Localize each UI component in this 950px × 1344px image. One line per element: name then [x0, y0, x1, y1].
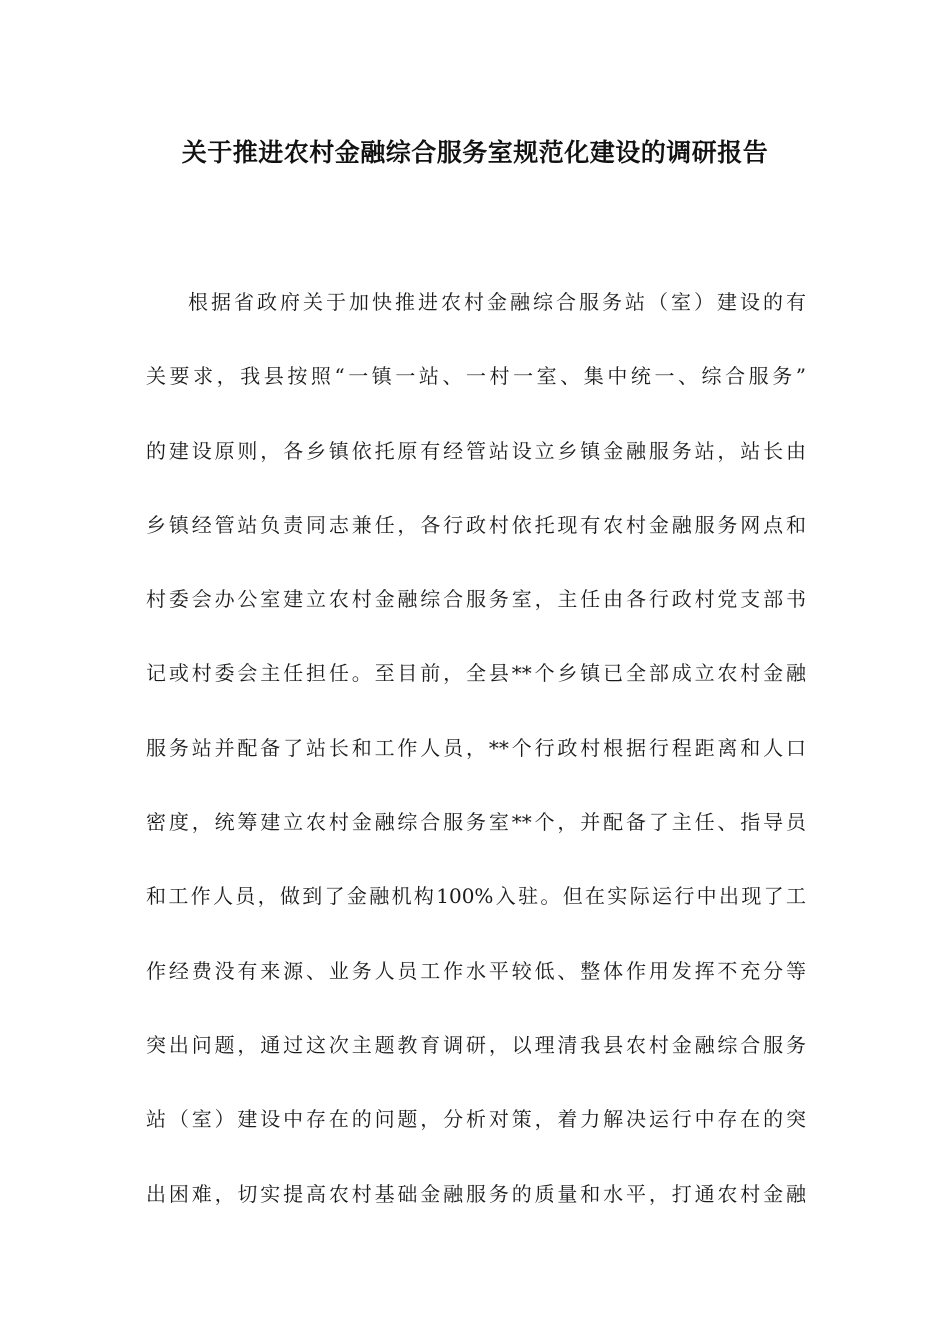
paragraph-line: 和工作人员，做到了金融机构100%入驻。但在实际运行中出现了工: [146, 884, 806, 909]
paragraph-line: 村委会办公室建立农村金融综合服务室，主任由各行政村党支部书: [146, 587, 806, 612]
document-title: 关于推进农村金融综合服务室规范化建设的调研报告: [181, 138, 769, 167]
paragraph-line: 站（室）建设中存在的问题，分析对策，着力解决运行中存在的突: [146, 1107, 806, 1132]
paragraph-line: 服务站并配备了站长和工作人员，**个行政村根据行程距离和人口: [146, 735, 806, 760]
paragraph-line: 根据省政府关于加快推进农村金融综合服务站（室）建设的有: [188, 290, 806, 314]
paragraph-line: 关要求，我县按照“一镇一站、一村一室、集中统一、综合服务”: [146, 364, 806, 389]
paragraph-line: 突出问题，通过这次主题教育调研，以理清我县农村金融综合服务: [146, 1032, 806, 1057]
paragraph-line: 作经费没有来源、业务人员工作水平较低、整体作用发挥不充分等: [146, 958, 806, 983]
paragraph-line: 乡镇经管站负责同志兼任，各行政村依托现有农村金融服务网点和: [146, 512, 806, 537]
paragraph-line: 密度，统筹建立农村金融综合服务室**个，并配备了主任、指导员: [146, 810, 806, 835]
paragraph-line: 的建设原则，各乡镇依托原有经管站设立乡镇金融服务站，站长由: [146, 438, 806, 463]
document-body: [146, 280, 806, 1246]
paragraph-line: 记或村委会主任担任。至目前，全县**个乡镇已全部成立农村金融: [146, 661, 806, 686]
paragraph-line: 出困难，切实提高农村基础金融服务的质量和水平，打通农村金融: [146, 1181, 806, 1206]
